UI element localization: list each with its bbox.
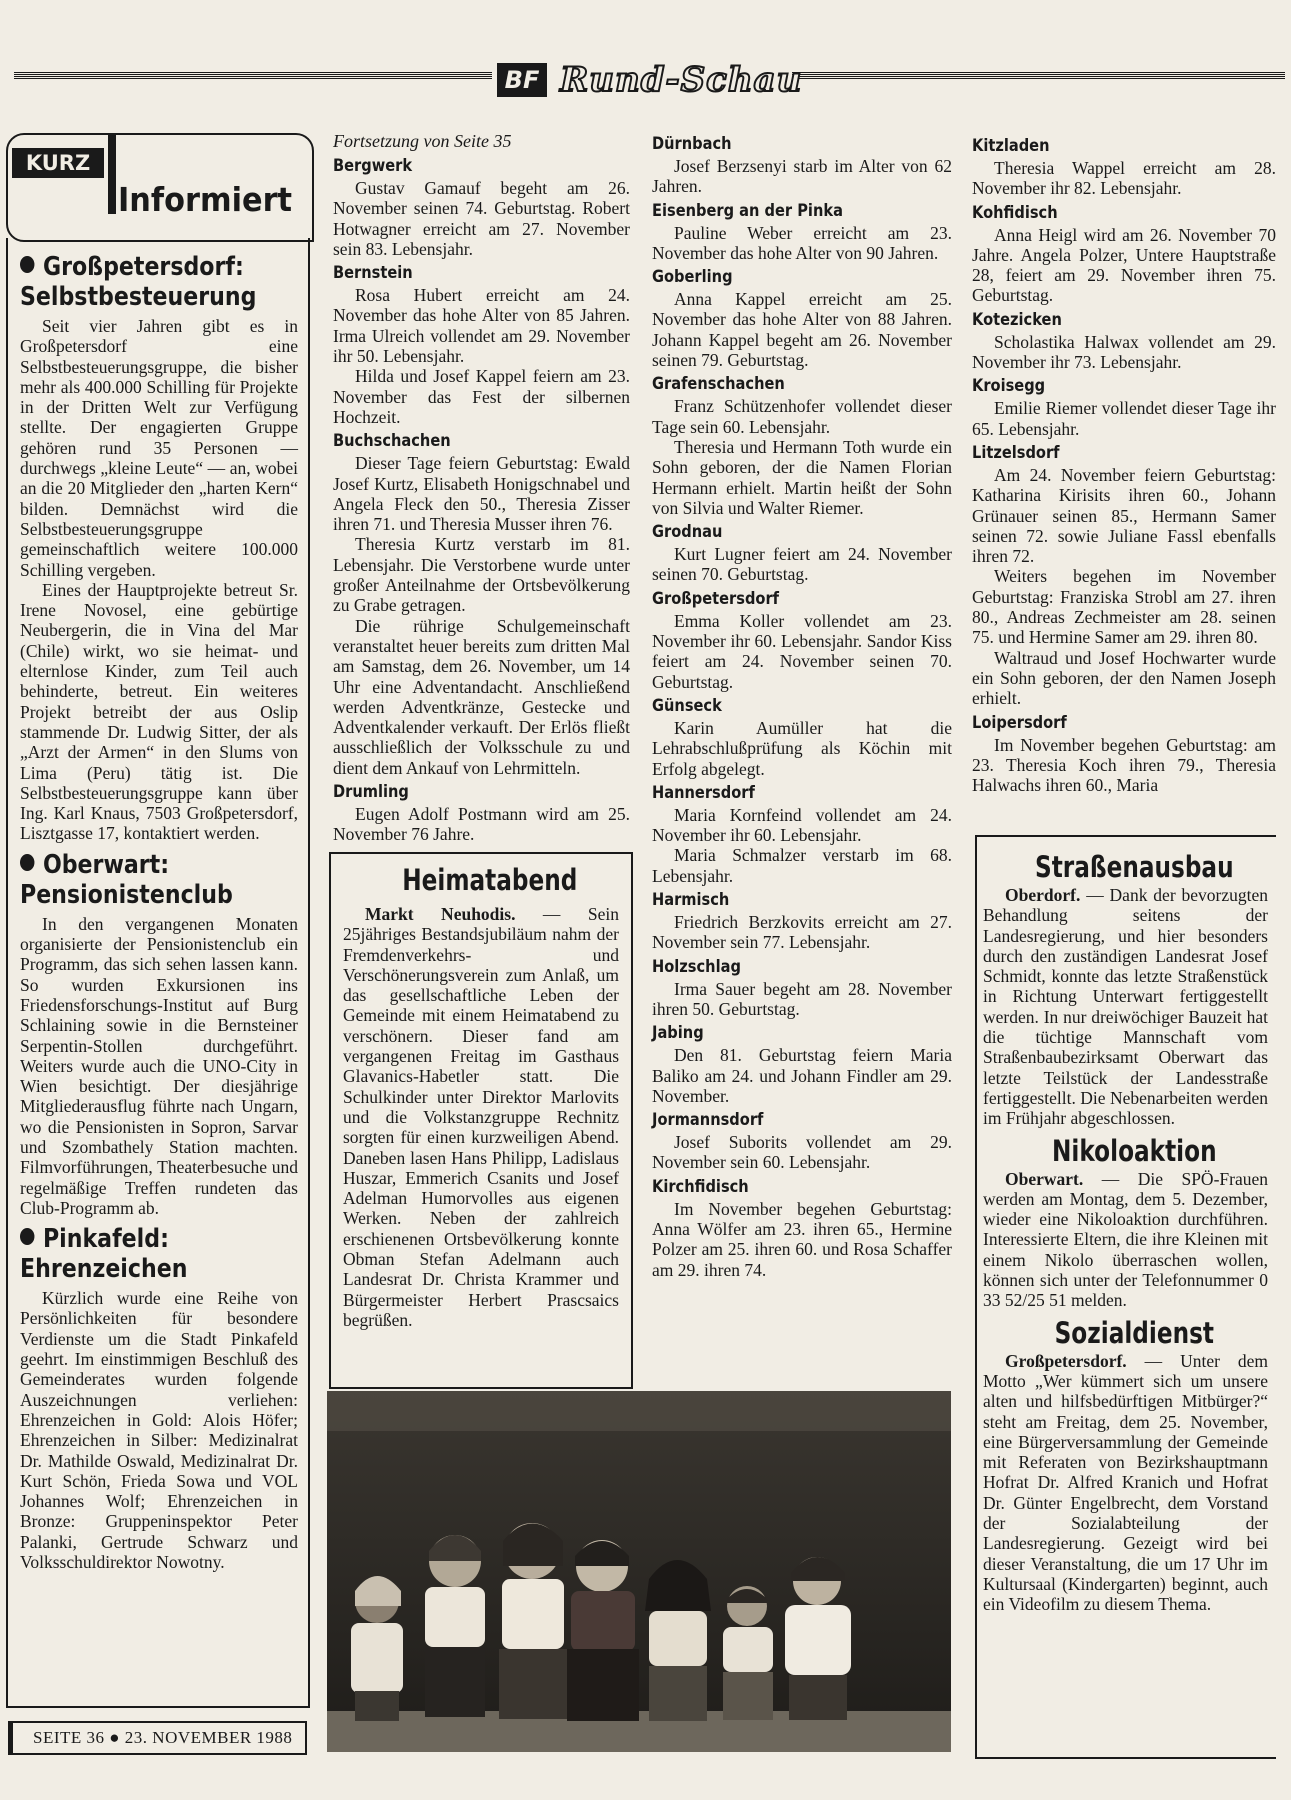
article-heading-line2: Pensionistenclub — [20, 879, 233, 910]
child-figure — [351, 1576, 403, 1721]
entry-text: Gustav Gamauf begeht am 26. November seinen 74. Geburtstag. Robert Hotwagner erreicht am 27. November sein 83. Lebensjahr. — [333, 178, 630, 259]
place-heading: Jormannsdorf — [652, 1110, 764, 1131]
heimatabend-title: Heimatabend — [402, 863, 578, 897]
entry-text: Weiters begehen im November Geburtstag: Franziska Strobl am 27. ihren 80., Andreas Zechmeister am 28. seinen 75. und Hermine Samer am 29. ihren 80. — [972, 566, 1276, 648]
masthead-rule-left — [14, 72, 492, 79]
article-heading-line2: Selbstbesteuerung — [20, 282, 257, 312]
child-figure — [723, 1586, 773, 1720]
masthead-title: Rund-Schau — [560, 60, 803, 100]
entry-text: Hilda und Josef Kappel feiern am 23. November das Fest der silbernen Hochzeit. — [333, 366, 630, 427]
entry-text: Waltraud und Josef Hochwarter wurde ein Sohn geboren, der den Namen Joseph erhielt. — [972, 647, 1276, 709]
entry-text: Dieser Tage feiern Geburtstag: Ewald Josef Kurtz, Elisabeth Honigschnabel und Angela Fleck den 50., Theresia Zisser ihren 71. und Theresia Musser ihren 76. — [333, 453, 630, 535]
entry-text: Den 81. Geburtstag feiern Maria Baliko am 24. und Johann Findler am 29. November. — [652, 1045, 952, 1106]
entry-text: Franz Schützenhofer vollendet dieser Tage sein 60. Lebensjahr. — [652, 396, 952, 437]
article-paragraph: Kürzlich wurde eine Reihe von Persönlichkeiten für besondere Verdienste um die Stadt Pinkafeld geehrt. Im einstimmigen Beschluß des Gemeinderates wurden folgende Auszeichnungen verliehen: Ehrenzeichen in Gold: Alois Höfer; Ehrenzeichen in Silber: Medizinalrat Dr. Mathilde Oswald, Medizinalrat Dr. Kurt Schön, Frieda Sowa und VOL Johannes Wolf; Ehrenzeichen in Bronze: Gruppeninspektor Peter Palanki, Gertrude Schwarz und Volksschuldirektor Nowotny. — [20, 1288, 298, 1573]
place-heading: Kohfidisch — [972, 202, 1058, 223]
photo-illustration — [327, 1391, 951, 1752]
entry-text: Eugen Adolf Postmann wird am 25. November 76 Jahre. — [333, 804, 630, 845]
kurz-column-frame-right — [308, 238, 310, 1708]
box-article-title: Sozialdienst — [1054, 1315, 1215, 1350]
place-heading: Großpetersdorf — [652, 588, 780, 609]
kurz-column-frame-left — [6, 238, 8, 1708]
entry-text: Die rührige Schulgemeinschaft veranstaltet heuer bereits zum dritten Mal am Samstag, dem 26. November, um 14 Uhr eine Adventandacht. Anschließend werden Adventkränze, Gestecke und Adventkalender verkauft. Der Erlös fließt ausschließlich der Volksschule zu und dient dem Ankauf von Lehrmitteln. — [333, 615, 630, 778]
entry-text: Theresia Kurtz verstarb im 81. Lebensjahr. Die Verstorbene wurde unter großer Anteilnahme der Ortsbevölkerung zu Grabe getragen. — [333, 534, 630, 616]
page-footer: SEITE 36 ● 23. NOVEMBER 1988 — [8, 1721, 307, 1755]
entry-text: Emma Koller vollendet am 23. November ihr 60. Lebensjahr. Sandor Kiss feiert am 24. November seinen 70. Geburtstag. — [652, 610, 952, 692]
box-article-text: Großpetersdorf. — Unter dem Motto „Wer kümmert sich um unsere alten und hilfsbedürftigen Mitbürger?“ steht am Freitag, dem 25. November, eine Bürgerversammlung der Gemeinde mit Referaten von Bezirkshauptmann Hofrat Dr. Alfred Kranich und Hofrat Dr. Günter Engelbrecht, dem Vorstand der Sozialabteilung der Landesregierung. Gezeigt wird bei dieser Veranstaltung, die um 17 Uhr im Kultursaal (Kindergarten) beginnt, auch ein Videofilm zu diesem Thema. — [983, 1350, 1268, 1615]
entry-text: Theresia und Hermann Toth wurde ein Sohn geboren, der die Namen Florian Hermann erhielt. Martin heißt der Sohn von Silvia und Walter Riemer. — [652, 436, 952, 518]
article-paragraph: Eines der Hauptprojekte betreut Sr. Irene Novosel, eine gebürtige Neubergerin, die in Vina del Mar (Chile) wirkt, wo sie heimat- und elternlose Kinder, zum Teil auch behinderte, betreut. Ein weiteres Projekt betreibt der aus Oslip stammende Dr. Ludwig Sitter, der als „Arzt der Armen“ in den Slums von Lima (Peru) tätig ist. Die Selbstbesteuerungsgruppe kann über Ing. Karl Knaus, 7503 Großpetersdorf, Lisztgasse 17, kontaktiert werden. — [20, 579, 298, 844]
box-article-text: Oberwart. — Die SPÖ-Frauen werden am Montag, dem 5. Dezember, wieder eine Nikoloaktion durchführen. Interessierte Eltern, die ihre Kleinen mit einem Nikolo überraschen wollen, können sich unter der Telefonnummer 0 33 52/25 51 melden. — [983, 1168, 1268, 1311]
entry-text: Kurt Lugner feiert am 24. November seinen 70. Geburtstag. — [652, 544, 952, 585]
place-heading: Bernstein — [333, 263, 413, 284]
entry-text: Friedrich Berzkovits erreicht am 27. November sein 77. Lebensjahr. — [652, 912, 952, 953]
heimatabend-box — [329, 852, 633, 1389]
entry-text: Theresia Wappel erreicht am 28. November ihr 82. Lebensjahr. — [972, 158, 1276, 199]
box-article-title: Nikoloaktion — [1052, 1133, 1217, 1168]
article-paragraph: Seit vier Jahren gibt es in Großpetersdorf eine Selbstbesteuerungsgruppe, die bisher mehr als 400.000 Schilling für Projekte in der Dritten Welt zur Verfügung stellte. Der engagierten Gruppe gehören rund 35 Personen — durchwegs „kleine Leute“ — an, wobei an die 20 Mitglieder den „harten Kern“ bilden. Demnächst wird die Selbstbesteuerungsgruppe gemeinschaftlich weitere 100.000 Schilling vergeben. — [20, 316, 298, 580]
kurz-divider — [108, 134, 116, 214]
article-heading-line2: Ehrenzeichen — [20, 1254, 188, 1285]
column-kurz-informiert — [20, 246, 298, 1572]
place-heading: Kotezicken — [972, 309, 1062, 330]
box-article-title: Straßenausbau — [1035, 850, 1234, 884]
place-heading: Litzelsdorf — [972, 442, 1060, 463]
entry-text: Scholastika Halwax vollendet am 29. November ihr 73. Lebensjahr. — [972, 331, 1276, 373]
article-paragraph: In den vergangenen Monaten organisierte der Pensionistenclub ein Programm, das sich sehen lassen kann. So wurden Exkursionen ins Friedensforschungs-Institut auf Burg Schlaining sowie in die Bernsteiner Serpentin-Stollen durchgeführt. Weiters wurde auch die UNO-City in Wien besichtigt. Der diesjährige Mitgliederausflug führte nach Ungarn, wo die Pensionisten in Sopron, Sarvar und Szombathely Station machten. Filmvorführungen, Theaterbesuche und regelmäßige Treffen rundeten das Club-Programm ab. — [20, 913, 298, 1218]
place-heading: Eisenberg an der Pinka — [652, 200, 843, 221]
column-2 — [333, 130, 630, 845]
box-article-text: Oberdorf. — Dank der bevorzugten Behandlung seitens der Landesregierung, und hier besonders durch den zuständigen Landesrat Josef Schmidt, konnte das letzte Straßenstück in Richtung Unterwart fertiggestellt werden. In nur dreiwöchiger Bauzeit hat die tüchtige Mannschaft vom Straßenbaubezirksamt Oberwart das letzte Teilstück der Landesstraße fertiggestellt. Die Nebenarbeiten werden im Frühjahr abgeschlossen. — [983, 885, 1268, 1129]
place-heading: Kirchfidisch — [652, 1176, 749, 1197]
entry-text: Maria Kornfeind vollendet am 24. November ihr 60. Lebensjahr. — [652, 804, 952, 846]
entry-text: Am 24. November feiern Geburtstag: Katharina Kirisits ihren 60., Johann Grünauer seinen 85., Hermann Samer seinen 72. sowie Juliane Fassl ebenfalls ihren 72. — [972, 464, 1276, 567]
child-figure — [645, 1560, 711, 1721]
entry-text: Josef Suborits vollendet am 29. November sein 60. Lebensjahr. — [652, 1132, 952, 1173]
entry-text: Anna Heigl wird am 26. November 70 Jahre. Angela Polzer, Untere Hauptstraße 28, feiert am 29. November ihren 75. Geburtstag. — [972, 224, 1276, 306]
entry-text: Karin Aumüller hat die Lehrabschlußprüfung als Köchin mit Erfolg abgelegt. — [652, 717, 952, 779]
entry-text: Irma Sauer begeht am 28. November ihren 50. Geburtstag. — [652, 978, 952, 1019]
kurz-label: KURZ — [12, 148, 104, 178]
place-heading: Kitzladen — [972, 136, 1050, 156]
place-heading: Günseck — [652, 695, 722, 716]
place-heading: Buchschachen — [333, 431, 451, 452]
bullet-icon — [20, 1228, 34, 1245]
regional-news-box — [975, 835, 1276, 1759]
place-heading: Jabing — [652, 1023, 704, 1044]
article-heading: Pinkafeld: — [20, 1224, 256, 1254]
place-heading: Kroisegg — [972, 376, 1046, 397]
entry-text: Anna Kappel erreicht am 25. November das hohe Alter von 88 Jahren. Johann Kappel begeht am 26. November seinen 79. Geburtstag. — [652, 289, 952, 371]
place-heading: Harmisch — [652, 890, 730, 911]
column-3 — [652, 130, 952, 1280]
entry-text: Pauline Weber erreicht am 23. November das hohe Alter von 90 Jahren. — [652, 222, 952, 263]
article-heading: Oberwart: — [20, 850, 256, 880]
place-heading: Bergwerk — [333, 156, 413, 176]
child-figure — [499, 1523, 567, 1719]
place-heading: Goberling — [652, 267, 733, 288]
entry-text: Emilie Riemer vollendet dieser Tage ihr 65. Lebensjahr. — [972, 398, 1276, 439]
bullet-icon — [20, 256, 34, 273]
place-heading: Hannersdorf — [652, 782, 755, 803]
place-heading: Grafenschachen — [652, 374, 785, 395]
entry-text: Im November begehen Geburtstag: Anna Wölfer am 23. ihren 65., Hermine Polzer am 25. ihren 60. und Rosa Schaffer am 29. ihren 74. — [652, 1198, 952, 1280]
entry-text: Maria Schmalzer verstarb im 68. Lebensjahr. — [652, 845, 952, 886]
entry-text: Im November begehen Geburtstag: am 23. Theresia Koch ihren 79., Theresia Halwachs ihren 60., Maria — [972, 734, 1276, 796]
place-heading: Grodnau — [652, 522, 723, 543]
bullet-icon — [20, 854, 34, 871]
informiert-label: Informiert — [118, 180, 293, 219]
continuation-note: Fortsetzung von Seite 35 — [333, 131, 512, 151]
column-4 — [972, 132, 1276, 795]
place-heading: Loipersdorf — [972, 712, 1067, 733]
article-heading: Großpetersdorf: — [20, 252, 256, 282]
place-heading: Holzschlag — [652, 956, 741, 977]
entry-text: Rosa Hubert erreicht am 24. November das hohe Alter von 85 Jahren. Irma Ulreich vollendet am 29. November ihr 50. Lebensjahr. — [333, 285, 630, 367]
entry-text: Josef Berzsenyi starb im Alter von 62 Jahren. — [652, 156, 952, 197]
masthead-logo-bf: BF — [497, 63, 547, 97]
place-heading: Dürnbach — [652, 134, 732, 154]
child-figure — [425, 1535, 485, 1717]
photo-children-performance — [327, 1391, 951, 1752]
masthead-rule-right — [792, 72, 1285, 79]
heimatabend-text: Markt Neuhodis. — Sein 25jähriges Bestandsjubiläum nahm der Fremdenverkehrs- und Verschönerungsverein zum Anlaß, um das gesellschaftliche Leben der Gemeinde mit einem Heimatabend zu verschönern. Dieser fand am vergangenen Freitag im Gasthaus Glavanics-Habetler statt. Die Schulkinder unter Direktor Marlovits und die Volkstanzgruppe Rechnitz sorgten für einen kurzweiligen Abend. Daneben lasen Hans Philipp, Ladislaus Huszar, Emmerich Csanits und Josef Adelman Humorvolles aus eigenen Werken. Neben der zahlreich erschienenen Ortsbevölkerung konnte Obman Stefan Adelmann auch Landesrat Dr. Christa Krammer und Bürgermeister Herbert Prascsaics begrüßen. — [343, 904, 619, 1330]
place-heading: Drumling — [333, 782, 409, 803]
kurz-column-frame-bottom — [6, 1706, 310, 1708]
